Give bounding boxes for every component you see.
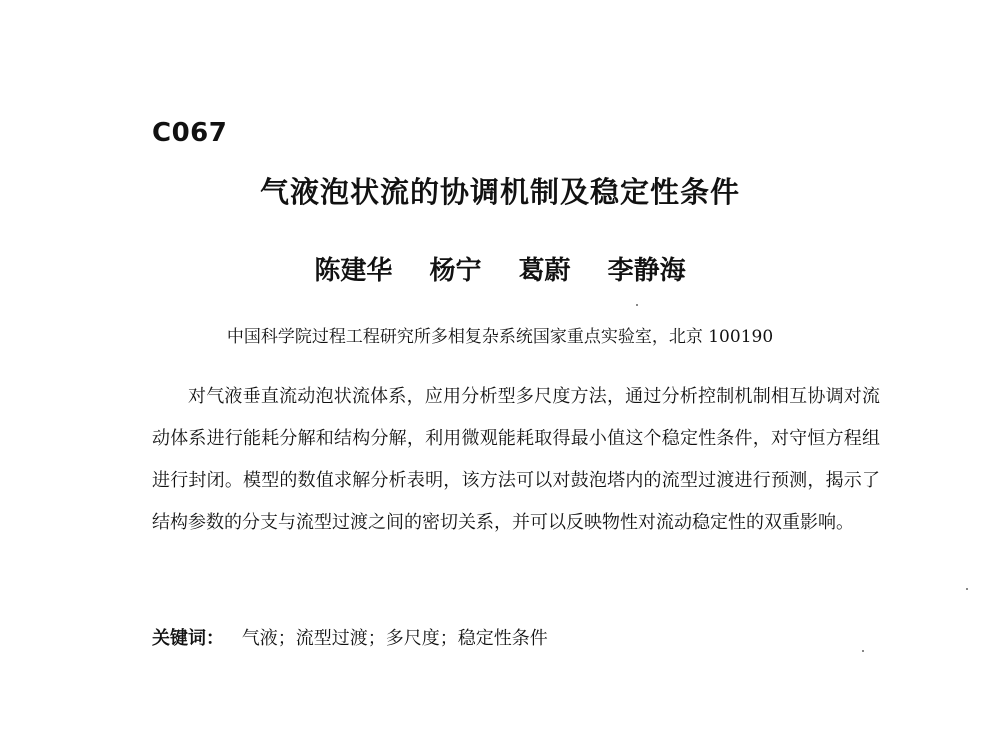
author-list — [0, 250, 1000, 287]
abstract: 对气液垂直流动泡状流体系，应用分析型多尺度方法，通过分析控制机制相互协调对流动体系进行能耗分解和结构分解，利用微观能耗取得最小值这个稳定性条件，对守恒方程组进行封闭。模型的数值求解分析表明，该方法可以对鼓泡塔内的流型过渡进行预测，揭示了结构参数的分支与流型过渡之间的密切关系，并可以反映物性对流动稳定性的双重影响。 — [152, 386, 880, 533]
keywords-text: 气液；流型过渡；多尺度；稳定性条件 — [241, 628, 548, 649]
scan-speck — [966, 588, 968, 590]
author-3: 葛蔚 — [518, 256, 571, 286]
affiliation: 中国科学院过程工程研究所多相复杂系统国家重点实验室，北京 100190 — [226, 327, 774, 347]
keywords-label: 关键词： — [152, 628, 224, 649]
keywords-line — [152, 624, 548, 650]
paper-id: C067 — [152, 118, 228, 148]
author-4: 李静海 — [607, 256, 686, 286]
author-2: 杨宁 — [429, 256, 482, 286]
paper-title: 气液泡状流的协调机制及稳定性条件 — [259, 175, 740, 209]
scan-speck — [862, 650, 864, 652]
author-1: 陈建华 — [314, 256, 393, 286]
scan-speck — [636, 304, 638, 306]
